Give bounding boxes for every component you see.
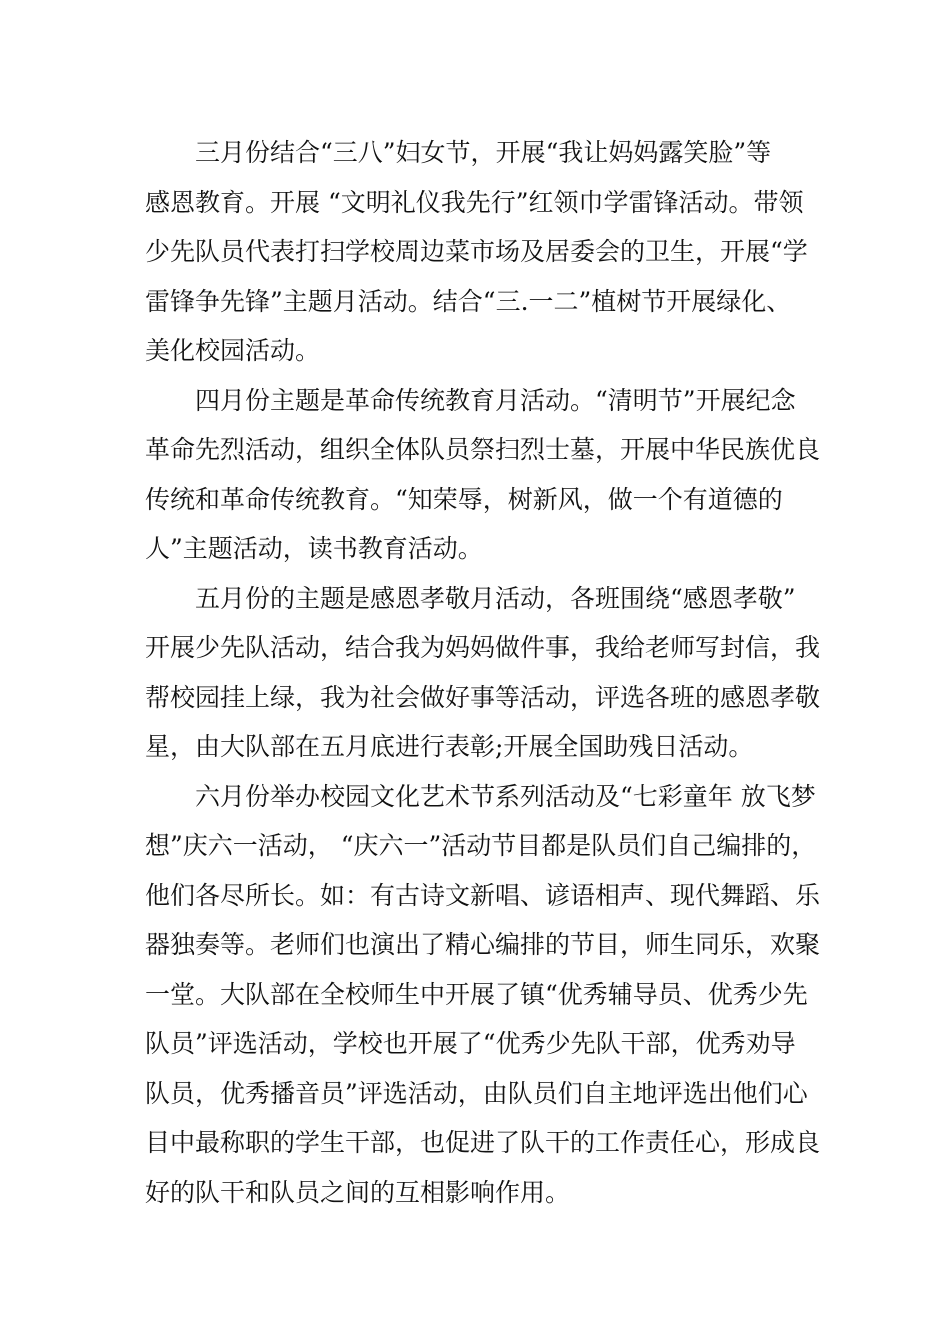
paragraph-line: 帮校园挂上绿，我为社会做好事等活动，评选各班的感恩孝敬 [145, 682, 821, 712]
paragraph-line: 美化校园活动。 [145, 336, 321, 365]
paragraph-march [145, 128, 810, 376]
paragraph-line: 星，由大队部在五月底进行表彰;开展全国助残日活动。 [145, 732, 754, 761]
paragraph-april [145, 376, 821, 574]
paragraph-line: 目中最称职的学生干部，也促进了队干的工作责任心，形成良 [145, 1128, 821, 1157]
paragraph-line: 四月份主题是革命传统教育月活动。“清明节”开展纪念 [195, 385, 796, 415]
paragraph-line: 少先队员代表打扫学校周边菜市场及居委会的卫生，开展“学 [145, 237, 808, 266]
paragraph-june [145, 772, 821, 1218]
paragraph-line: 开展少先队活动，结合我为妈妈做件事，我给老师写封信，我 [145, 633, 821, 662]
paragraph-line: 三月份结合“三八”妇女节，开展“我让妈妈露笑脸”等 [195, 138, 772, 167]
paragraph-may [145, 574, 821, 772]
paragraph-line: 人”主题活动，读书教育活动。 [145, 534, 483, 563]
paragraph-line: 好的队干和队员之间的互相影响作用。 [145, 1177, 571, 1207]
paragraph-line: 他们各尽所长。如：有古诗文新唱、谚语相声、现代舞蹈、乐 [145, 880, 821, 910]
paragraph-line: 六月份举办校园文化艺术节系列活动及“七彩童年 放飞梦 [195, 781, 816, 811]
paragraph-line: 革命先烈活动，组织全体队员祭扫烈士墓，开展中华民族优良 [145, 435, 821, 464]
paragraph-line: 传统和革命传统教育。“知荣辱，树新风，做一个有道德的 [145, 484, 783, 514]
paragraph-line: 器独奏等。老师们也演出了精心编排的节目，师生同乐，欢聚 [145, 930, 821, 959]
paragraph-line: 队员”评选活动，学校也开展了“优秀少先队干部，优秀劝导 [145, 1029, 796, 1058]
paragraph-line: 感恩教育。开展 “文明礼仪我先行”红领巾学雷锋活动。带领 [145, 187, 804, 217]
paragraph-line: 五月份的主题是感恩孝敬月活动，各班围绕“感恩孝敬” [195, 583, 796, 613]
paragraph-line: 队员，优秀播音员”评选活动，由队员们自主地评选出他们心 [145, 1078, 808, 1108]
paragraph-line: 想”庆六一活动， “庆六一”活动节目都是队员们自己编排的， [145, 831, 817, 860]
document-body [145, 128, 821, 1217]
paragraph-line: 雷锋争先锋”主题月活动。结合“三.一二”植树节开展绿化、 [145, 286, 792, 316]
paragraph-line: 一堂。大队部在全校师生中开展了镇“优秀辅导员、优秀少先 [145, 979, 808, 1009]
